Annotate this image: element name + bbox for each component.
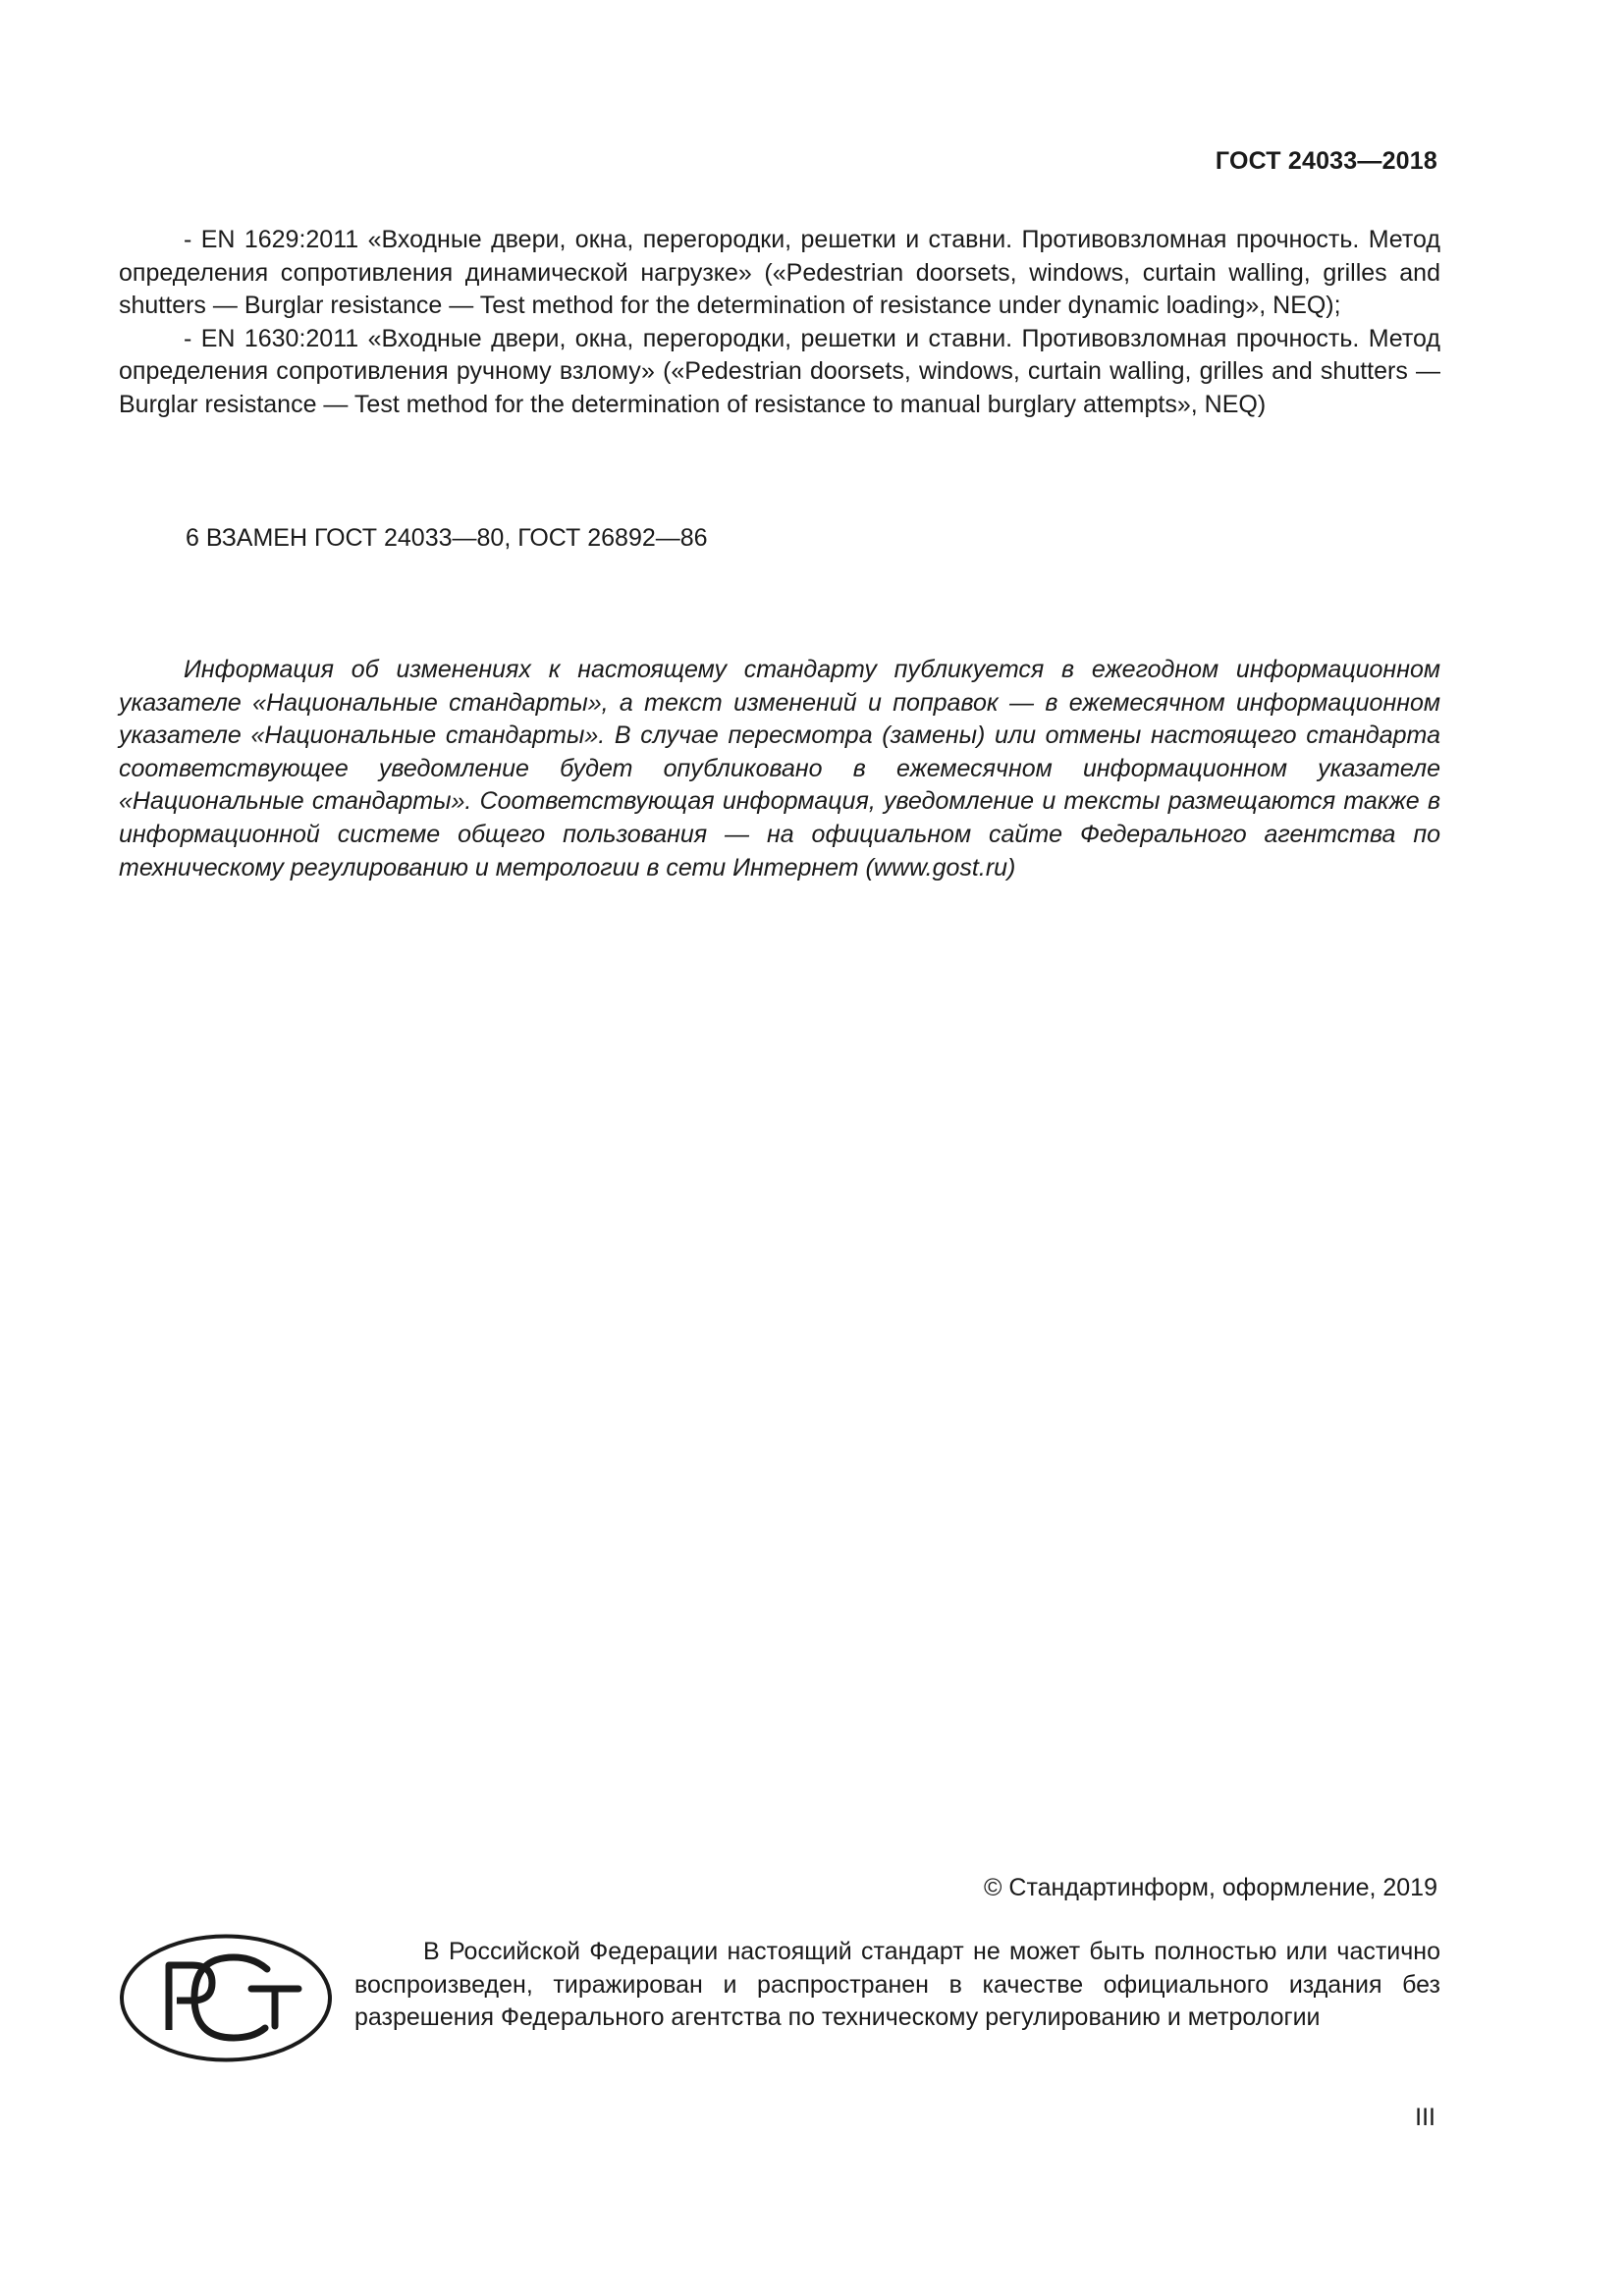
rst-certification-logo-icon: [118, 1932, 334, 2064]
references-section: [119, 224, 1440, 422]
page-number: III: [1415, 2104, 1435, 2131]
copyright-line: © Стандартинформ, оформление, 2019: [984, 1874, 1437, 1901]
replaces-statement: 6 ВЗАМЕН ГОСТ 24033—80, ГОСТ 26892—86: [186, 524, 708, 552]
reference-item: - EN 1629:2011 «Входные двери, окна, перегородки, решетки и ставни. Противовзломная прочность. Метод определения сопротивления динамической нагрузке» («Pedestrian doorsets, windows, curtain walling, grilles and shutters — Burglar resistance — Test method for the determination of resistance under dynamic loading», NEQ);: [119, 226, 1440, 320]
reproduction-rights-notice: В Российской Федерации настоящий стандарт не может быть полностью или частично воспроизведен, тиражирован и распространен в качестве официального издания без разрешения Федерального агентства по техническому регулированию и метрологии: [354, 1938, 1440, 2032]
information-notice-text: Информация об изменениях к настоящему стандарту публикуется в ежегодном информационном указателе «Национальные стандарты», а текст изменений и поправок — в ежемесячном информационном указателе «Национальные стандарты». В случае пересмотра (замены) или отмены настоящего стандарта соответствующее уведомление будет опубликовано в ежемесячном информационном указателе «Национальные стандарты». Соответствующая информация, уведомление и тексты размещаются также в информационной системе общего пользования — на официальном сайте Федерального агентства по техническому регулированию и метрологии в сети Интернет (www.gost.ru): [119, 656, 1440, 881]
document-code-header: ГОСТ 24033—2018: [1215, 147, 1437, 175]
reference-item: - EN 1630:2011 «Входные двери, окна, перегородки, решетки и ставни. Противовзломная прочность. Метод определения сопротивления ручному взлому» («Pedestrian doorsets, windows, curtain walling, grilles and shutters — Burglar resistance — Test method for the determination of resistance to manual burglary attempts», NEQ): [119, 324, 1440, 418]
information-notice: [119, 654, 1440, 884]
